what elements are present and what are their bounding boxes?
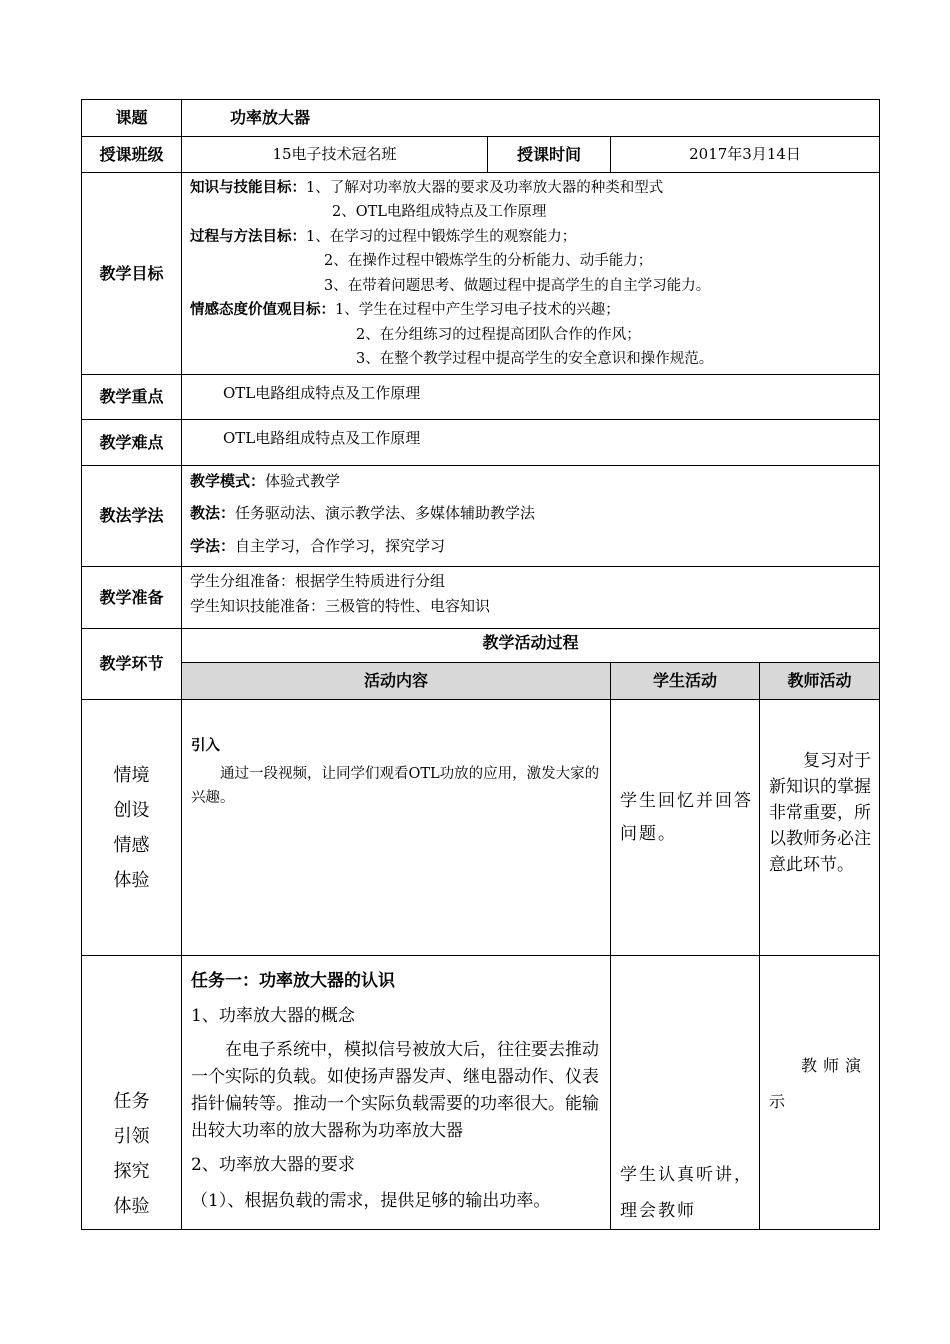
emotion-heading: 情感态度价值观目标： [190,302,335,318]
stage2-name [82,956,182,1230]
col-teacher-header: 教师活动 [760,663,880,700]
teach-heading: 教法： [190,504,236,522]
key-point-value: OTL电路组成特点及工作原理 [182,375,880,420]
stage2-item: （1）、根据负载的需求，提供足够的输出功率。 [191,1191,551,1211]
process-label: 教学环节 [82,629,182,700]
lesson-plan-table [81,99,880,1230]
objectives-label: 教学目标 [82,173,182,375]
col-content-header: 活动内容 [182,663,611,700]
preparation-line: 学生知识技能准备：三极管的特性、电容知识 [190,597,491,615]
class-value: 15电子技术冠名班 [182,137,488,173]
stage1-name-line: 情境 [113,764,150,786]
stage2-name-line: 探究 [113,1161,150,1182]
stage1-name-line: 体验 [113,869,150,891]
time-value: 2017年3月14日 [611,137,880,173]
methods-label: 教法学法 [82,466,182,567]
stage1-name-line: 情感 [113,834,150,856]
topic-value: 功率放大器 [182,100,880,137]
objectives-content [182,173,880,375]
key-point-label: 教学重点 [82,375,182,420]
learn-heading: 学法： [190,537,236,555]
knowledge-heading: 知识与技能目标： [190,179,306,196]
stage1-heading: 引入 [191,738,220,754]
stage2-subheading: 1、功率放大器的概念 [191,1006,355,1026]
stage1-name-line: 创设 [113,799,150,821]
process-heading: 过程与方法目标： [190,228,306,245]
task-title: 任务一：功率放大器的认识 [191,971,395,991]
stage2-student: 学生认真听讲，理会教师 [611,956,760,1230]
stage2-paragraph: 在电子系统中，模拟信号被放大后，往往要去推动一个实际的负载。如使扬声器发声、继电器动作、仪表指针偏转等。推动一个实际负载需要的功率很大。能输出较大功率的放大器称为功率放大器 [191,1040,599,1141]
col-student-header: 学生活动 [611,663,760,700]
difficulty-label: 教学难点 [82,420,182,466]
stage2-subheading: 2、功率放大器的要求 [191,1155,355,1175]
process-item: 2、在操作过程中锻炼学生的分析能力、动手能力； [324,253,653,269]
class-label: 授课班级 [82,137,182,173]
mode-value: 体验式教学 [265,472,341,490]
emotion-item: 2、在分组练习的过程提高团队合作的作风； [356,326,641,343]
knowledge-item: 1、了解对功率放大器的要求及功率放大器的种类和型式 [306,179,664,196]
stage2-name-line: 任务 [113,1091,150,1112]
preparation-label: 教学准备 [82,567,182,629]
preparation-line: 学生分组准备：根据学生特质进行分组 [190,572,446,590]
preparation-content [182,567,880,629]
stage1-student: 学生回忆并回答问题。 [611,700,760,956]
stage1-body: 通过一段视频，让同学们观看OTL功放的应用，激发大家的兴趣。 [191,766,600,806]
stage2-name-line: 体验 [113,1196,150,1217]
mode-heading: 教学模式： [190,472,266,490]
process-item: 1、在学习的过程中锻炼学生的观察能力； [306,228,577,245]
emotion-item: 1、学生在过程中产生学习电子技术的兴趣； [335,302,620,318]
methods-content [182,466,880,567]
emotion-item: 3、在整个教学过程中提高学生的安全意识和操作规范。 [356,351,714,367]
stage1-content [182,700,611,956]
learn-value: 自主学习，合作学习，探究学习 [235,537,446,555]
teach-value: 任务驱动法、演示教学法、多媒体辅助教学法 [235,504,536,522]
topic-label: 课题 [82,100,182,137]
stage1-teacher: 复习对于新知识的掌握非常重要，所以教师务必注意此环节。 [760,700,880,956]
stage2-name-line: 引领 [113,1126,150,1147]
stage2-content [182,956,611,1230]
knowledge-item: 2、OTL电路组成特点及工作原理 [332,204,547,220]
time-label: 授课时间 [488,137,611,173]
process-title: 教学活动过程 [182,629,880,663]
stage1-name [82,700,182,956]
difficulty-value: OTL电路组成特点及工作原理 [182,420,880,466]
process-item: 3、在带着问题思考、做题过程中提高学生的自主学习能力。 [324,277,711,294]
stage2-teacher: 教师演示 [760,956,880,1230]
